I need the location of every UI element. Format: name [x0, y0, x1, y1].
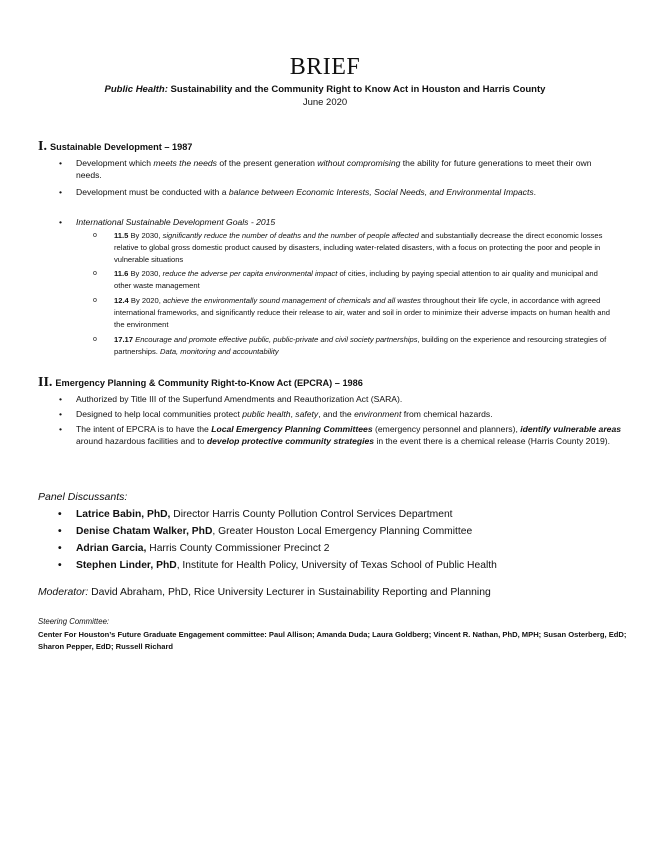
subtitle-label: Public Health:: [104, 84, 168, 95]
list-item: [59, 186, 616, 198]
text-run: The intent of EPCRA is to have the: [76, 424, 212, 434]
text-run: of cities, including by paying special attention to air quality and municipal and other waste management: [114, 269, 598, 290]
text-run: throughout their life cycle, in accordance with agreed international frameworks, and significantly reduce their release to air, water and soil in order to minimize their adverse impacts on human health and the environment: [114, 296, 610, 329]
member-role: Harris County Commissioner Precinct 2: [146, 543, 330, 554]
text-run: (emergency personnel and planners),: [372, 424, 521, 434]
sub-bullet-icon: o: [93, 270, 97, 277]
list-item: [59, 393, 621, 405]
sub-list-item: [93, 334, 612, 358]
text-run: Development must be conducted with a: [76, 187, 229, 197]
bullet-icon: •: [58, 526, 62, 537]
member-name: Stephen Linder, PhD: [76, 560, 177, 571]
page-date: June 2020: [302, 97, 348, 108]
text-run: Authorized by Title III of the Superfund Amendments and Reauthorization Act (SARA).: [76, 394, 403, 404]
bullet-icon: •: [59, 217, 63, 227]
emphasis-text: safety: [295, 409, 319, 419]
emphasis-text: identify vulnerable areas: [520, 424, 622, 434]
text-run: .: [533, 187, 537, 197]
member-name: Latrice Babin, PhD,: [76, 509, 171, 520]
bullet-icon: •: [59, 187, 63, 197]
emphasis-text: without compromising: [317, 158, 401, 168]
steering-heading: Steering Committee:: [38, 617, 110, 626]
sub-list-item: [93, 268, 612, 292]
emphasis-text: Encourage and promote effective public, public-private and civil society partnerships: [135, 335, 418, 344]
member-name: Denise Chatam Walker, PhD: [76, 526, 213, 537]
panel-member: [58, 508, 596, 522]
list-item: [59, 423, 622, 447]
section-2-numeral: II.: [38, 375, 53, 390]
bullet-icon: •: [59, 394, 63, 404]
text-run: By 2020,: [128, 296, 163, 305]
bullet-icon: •: [59, 424, 63, 434]
section-2-heading: [38, 375, 363, 391]
goal-number: 12.4: [114, 296, 129, 305]
sub-list-item: [93, 230, 612, 266]
page-title: BRIEF: [289, 54, 361, 80]
emphasis-text: International Sustainable Development Goals - 2015: [76, 217, 276, 227]
list-item: [59, 157, 616, 181]
bullet-icon: •: [58, 543, 62, 554]
emphasis-text: Local Emergency Planning Committees: [211, 424, 373, 434]
moderator-label: Moderator:: [38, 587, 89, 598]
panel-heading: Panel Discussants:: [38, 491, 128, 503]
emphasis-text: balance between Economic Interests, Social Needs, and Environmental Impacts: [228, 187, 534, 197]
text-run: By 2030,: [128, 231, 163, 240]
text-run: By 2030,: [128, 269, 163, 278]
emphasis-text: public health: [242, 409, 291, 419]
text-run: the ability for future generations to meet their own needs.: [76, 158, 592, 180]
panel-member: [58, 542, 596, 556]
member-name: Adrian Garcia,: [76, 543, 147, 554]
panel-member: [58, 559, 596, 573]
member-role: , Institute for Health Policy, University of Texas School of Public Health: [176, 560, 497, 571]
text-run: of the present generation: [216, 158, 318, 168]
list-item: [59, 408, 621, 420]
emphasis-text: achieve the environmentally sound management of chemicals and all wastes: [162, 296, 421, 305]
member-role: Director Harris County Pollution Control Services Department: [170, 509, 453, 520]
emphasis-text: develop protective community strategies: [206, 436, 375, 446]
text-run: , and the: [318, 409, 355, 419]
emphasis-text: significantly reduce the number of deaths and the number of people affected: [162, 231, 419, 240]
section-1-heading: [38, 139, 192, 155]
section-1-title: Sustainable Development – 1987: [49, 142, 193, 152]
moderator-text: David Abraham, PhD, Rice University Lecturer in Sustainability Reporting and Planning: [88, 587, 491, 598]
sub-bullet-icon: o: [93, 336, 97, 343]
emphasis-text: meets the needs: [153, 158, 217, 168]
sub-bullet-icon: o: [93, 232, 97, 239]
text-run: in the event there is a chemical release (Harris County 2019).: [374, 436, 611, 446]
bullet-icon: •: [58, 509, 62, 520]
goal-number: 11.6: [114, 269, 129, 278]
member-role: , Greater Houston Local Emergency Planning Committee: [212, 526, 473, 537]
text-run: Designed to help local communities protect: [76, 409, 243, 419]
page-subtitle: [0, 84, 650, 95]
text-run: from chemical hazards.: [401, 409, 493, 419]
steering-members: Center For Houston’s Future Graduate Engagement committee: Paul Allison; Amanda Duda; Laura Goldberg; Vincent R. Nathan, PhD, MPH; Susan Osterberg, EdD; Sharon Pepper, EdD; Russell Richard: [38, 630, 627, 651]
panel-member: [58, 525, 596, 539]
section-2-title: Emergency Planning & Community Right-to-Know Act (EPCRA) – 1986: [55, 378, 363, 388]
sub-list-item: [93, 295, 612, 331]
moderator-line: [38, 587, 491, 598]
text-run: , building on the experience and resourcing strategies of partnerships.: [114, 335, 607, 356]
bullet-icon: •: [59, 158, 63, 168]
text-run: and substantially decrease the direct economic losses relative to global gross domestic product caused by disasters, including water-related disasters, with a focus on protecting the poor and people in vulnerable situations: [114, 231, 603, 264]
emphasis-text: environment: [354, 409, 402, 419]
text-run: around hazardous facilities and to: [76, 436, 207, 446]
section-1-numeral: I.: [38, 139, 47, 154]
bullet-icon: •: [59, 409, 63, 419]
emphasis-text: Data, monitoring and accountability: [160, 347, 279, 356]
goal-number: 17.17: [114, 335, 134, 344]
subtitle-text: Sustainability and the Community Right to Know Act in Houston and Harris County: [170, 84, 546, 95]
bullet-icon: •: [58, 560, 62, 571]
emphasis-text: reduce the adverse per capita environmental impact: [162, 269, 338, 278]
sub-bullet-icon: o: [93, 297, 97, 304]
text-run: Development which: [76, 158, 154, 168]
text-run: ,: [290, 409, 296, 419]
list-item: [59, 216, 616, 228]
goal-number: 11.5: [114, 231, 129, 240]
